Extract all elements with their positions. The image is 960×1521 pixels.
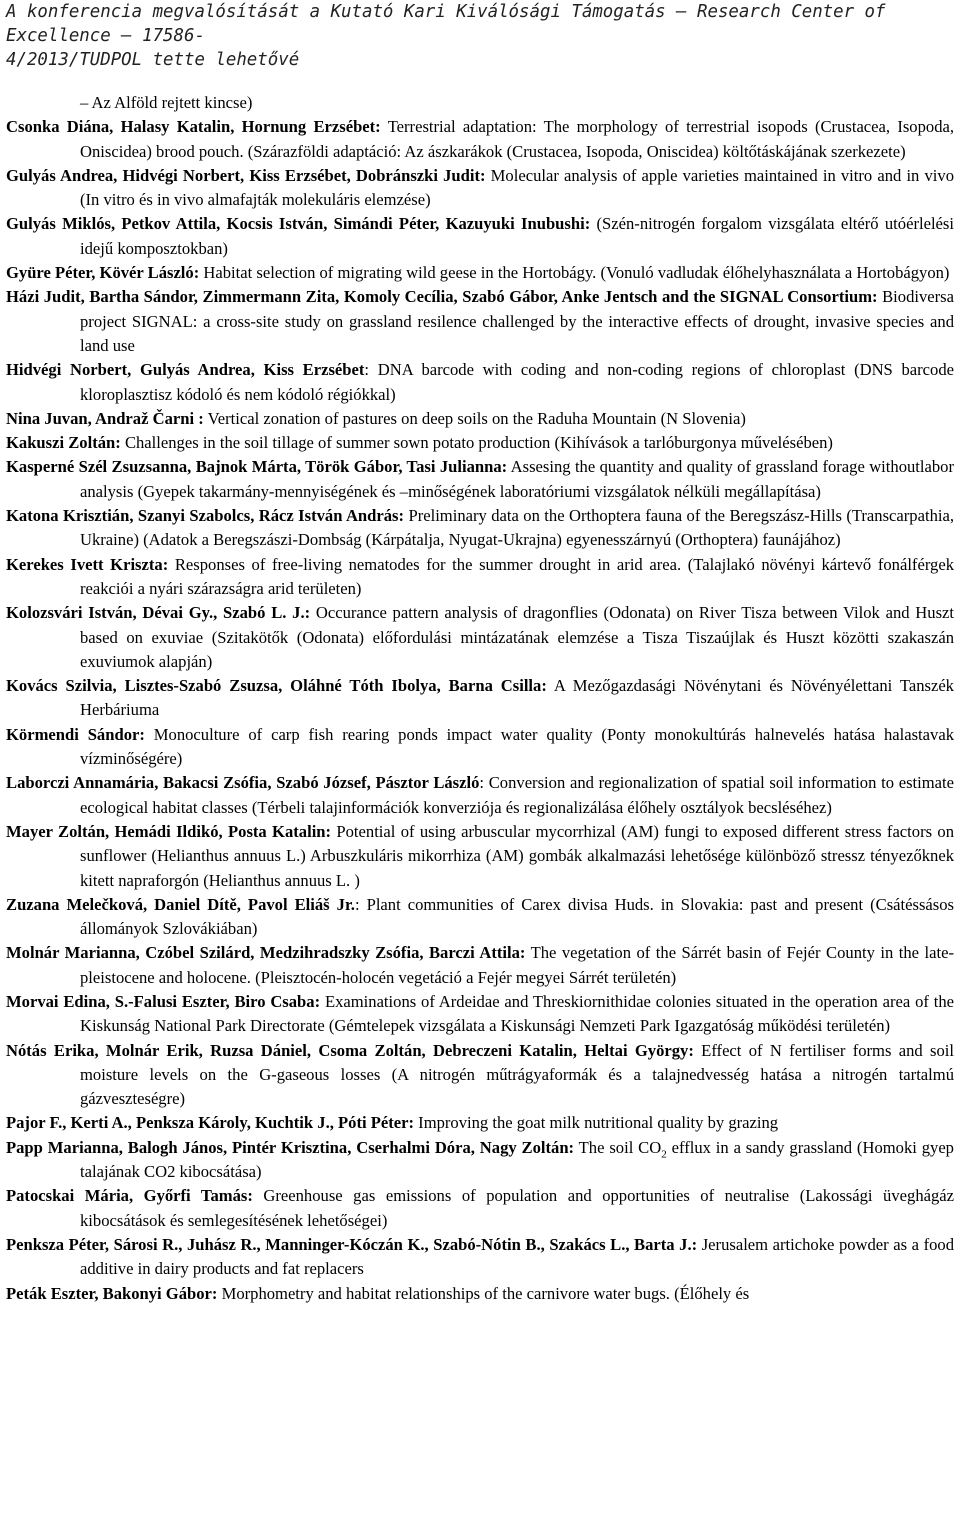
list-item: [6, 407, 954, 431]
entry-title: : Plant communities of Carex divisa Huds. in Slovakia: past and present (Csátéssásos állományok Szlovákiában): [80, 894, 954, 939]
entry-authors: Nina Juvan, Andraž Čarni :: [6, 408, 204, 428]
entry-title: Preliminary data on the Orthoptera fauna of the Beregszász-Hills (Transcarpathia, Ukraine) (Adatok a Beregszászi-Dombság (Kárpátalja, Nyugat-Ukrajna) egyenesszárnyú (Orthoptera) faunájához): [80, 506, 954, 550]
entry-title: Improving the goat milk nutritional quality by grazing: [414, 1113, 779, 1133]
entry-authors: Kolozsvári István, Dévai Gy., Szabó L. J.:: [6, 603, 311, 623]
entry-authors: Csonka Diána, Halasy Katalin, Hornung Erzsébet:: [6, 117, 381, 137]
entry-title: Assesing the quantity and quality of grassland forage withoutlabor analysis (Gyepek takarmány-mennyiségének és –minőségének laboratóriumi vizsgálatok nélküli megállapítása): [80, 457, 954, 501]
entry-title: Jerusalem artichoke powder as a food additive in dairy products and fat replacers: [80, 1234, 955, 1279]
entry-authors: Papp Marianna, Balogh János, Pintér Krisztina, Cserhalmi Dóra, Nagy Zoltán:: [6, 1137, 575, 1157]
entry-authors: Körmendi Sándor:: [6, 724, 145, 744]
entry-authors: Kovács Szilvia, Lisztes-Szabó Zsuzsa, Oláhné Tóth Ibolya, Barna Csilla:: [6, 676, 547, 696]
list-item: [6, 358, 954, 407]
entry-authors: Penksza Péter, Sárosi R., Juhász R., Manninger-Kóczán K., Szabó-Nótin B., Szakács L., Barta J.:: [6, 1234, 698, 1254]
entry-authors: Gyüre Péter, Kövér László:: [6, 263, 200, 283]
entry-title: Effect of N fertiliser forms and soil moisture levels on the G-gaseous losses (A nitrogén műtrágyaformák és a talajnedvesség hatása a nitrogén tartalmú gázveszteségre): [80, 1040, 954, 1109]
entry-title: The soil CO: [574, 1137, 662, 1157]
entry-authors: Peták Eszter, Bakonyi Gábor:: [6, 1283, 218, 1303]
abstract-list: [6, 91, 954, 1306]
continuation-line: – Az Alföld rejtett kincse): [80, 93, 253, 112]
list-item: [6, 455, 954, 504]
entry-authors: Gulyás Miklós, Petkov Attila, Kocsis István, Simándi Péter, Kazuyuki Inubushi:: [6, 214, 591, 234]
entry-authors: Kakuszi Zoltán:: [6, 433, 121, 453]
list-item: [6, 1184, 954, 1233]
list-item: [6, 990, 954, 1039]
list-item: [6, 1282, 954, 1306]
list-item: [6, 261, 954, 285]
entry-authors: Hidvégi Norbert, Gulyás Andrea, Kiss Erzsébet: [6, 360, 365, 380]
list-item: [6, 431, 954, 455]
entry-authors: Mayer Zoltán, Hemádi Ildikó, Posta Katalin:: [6, 821, 332, 841]
entry-title: : Conversion and regionalization of spatial soil information to estimate ecological habitat classes (Térbeli talajinformációk konverziója és regionalizálása élőhely osztályok becsléséhez): [80, 773, 954, 817]
entry-title: Terrestrial adaptation: The morphology of terrestrial isopods (Crustacea, Isopoda, Oniscidea) brood pouch. (Szárazföldi adaptáció: Az ászkarákok (Crustacea, Isopoda, Oniscidea) költőtáskájának szerkezete): [80, 117, 955, 161]
entry-title: Greenhouse gas emissions of population and opportunities of neutralise (Lakossági üveghágáz kibocsátások és semlegesítésének lehetőségei): [80, 1186, 955, 1230]
list-item: [6, 1039, 954, 1112]
list-item: [6, 601, 954, 674]
entry-title: Vertical zonation of pastures on deep soils on the Raduha Mountain (N Slovenia): [203, 408, 746, 428]
list-item: [6, 1111, 954, 1135]
entry-authors: Nótás Erika, Molnár Erik, Ruzsa Dániel, Csoma Zoltán, Debreczeni Katalin, Heltai György:: [6, 1040, 694, 1060]
entry-title: Challenges in the soil tillage of summer sown potato production (Kihívások a tarlóburgonya művelésében): [120, 433, 833, 453]
entry-title: A Mezőgazdasági Növénytani és Növényélettani Tanszék Herbáriuma: [80, 676, 954, 720]
entry-authors: Molnár Marianna, Czóbel Szilárd, Medzihradszky Zsófia, Barczi Attila:: [6, 943, 526, 963]
entry-authors: Zuzana Melečková, Daniel Dítě, Pavol Eliáš Jr.: [6, 894, 355, 914]
list-item: [6, 553, 954, 602]
entry-authors: Kasperné Szél Zsuzsanna, Bajnok Márta, Török Gábor, Tasi Julianna:: [6, 457, 508, 477]
list-item: [6, 285, 954, 358]
entry-authors: Laborczi Annamária, Bakacsi Zsófia, Szabó József, Pásztor László: [6, 773, 480, 793]
list-item: [6, 893, 954, 942]
list-item: [6, 674, 954, 723]
list-item: [6, 1136, 954, 1185]
entry-authors: Katona Krisztián, Szanyi Szabolcs, Rácz István András:: [6, 506, 405, 526]
entry-title: Examinations of Ardeidae and Threskiornithidae colonies situated in the operation area of the Kiskunság National Park Directorate (Gémtelepek vizsgálata a Kiskunsági Nemzeti Park Igazgatóság működési területén): [80, 991, 954, 1036]
entry-title: The vegetation of the Sárrét basin of Fejér County in the late-pleistocene and holocene. (Pleisztocén-holocén vegetáció a Fejér megyei Sárrét területén): [80, 943, 955, 987]
entry-authors: Kerekes Ivett Kriszta:: [6, 554, 169, 574]
header-line-1: A konferencia megvalósítását a Kutató Kari Kiválósági Támogatás – Research Center of Excellence – 17586-: [6, 2, 886, 46]
entry-title: Habitat selection of migrating wild geese in the Hortobágy. (Vonuló vadludak élőhelyhasználata a Hortobágyon): [199, 263, 950, 283]
entry-authors: Pajor F., Kerti A., Penksza Károly, Kuchtik J., Póti Péter:: [6, 1113, 415, 1133]
entry-title: Molecular analysis of apple varieties maintained in vitro and in vivo (In vitro és in vivo almafajták molekuláris elemzése): [80, 165, 954, 210]
list-item: [6, 771, 954, 820]
list-item: [6, 115, 954, 164]
entry-title: Occurance pattern analysis of dragonflies (Odonata) on River Tisza between Vilok and Huszt based on exuviae (Szitakötők (Odonata) előfordulási mintázatának elemzése a Tisza Tiszaújlak és Huszt közötti szakaszán exuviumok alapján): [80, 603, 955, 671]
page-header: [6, 0, 954, 72]
entry-title: Monoculture of carp fish rearing ponds impact water quality (Ponty monokultúrás halnevelés hatása halastavak vízminőségére): [80, 724, 954, 769]
list-item: [6, 941, 954, 990]
entry-authors: Morvai Edina, S.-Falusi Eszter, Biro Csaba:: [6, 991, 321, 1011]
list-item: [6, 820, 954, 893]
entry-title: Responses of free-living nematodes for the summer drought in arid area. (Talajlakó növényi kártevő fonálférgek reakciói a nyári szárazságra arid területen): [80, 554, 955, 598]
entry-title: (Szén-nitrogén forgalom vizsgálata eltérő utóérlelési idejű komposztokban): [80, 214, 954, 258]
entry-title: Potential of using arbuscular mycorrhizal (AM) fungi to exposed different stress factors on sunflower (Helianthus annuus L.) Arbuszkuláris mikorrhiza (AM) gombák alkalmazási lehetősége különböző stressz tényezőknek kitett napraforgón (Helianthus annuus L. ): [80, 821, 954, 890]
entry-title: : DNA barcode with coding and non-coding regions of chloroplast (DNS barcode kloroplasztisz kódoló és nem kódoló régiókkal): [80, 360, 954, 404]
entry-title-continued: efflux in a sandy grassland (Homoki gyep talajának CO2 kibocsátása): [80, 1137, 954, 1182]
list-item: [6, 1233, 954, 1282]
entry-authors: Házi Judit, Bartha Sándor, Zimmermann Zita, Komoly Cecília, Szabó Gábor, Anke Jentsch and the SIGNAL Consortium:: [6, 287, 878, 307]
list-item: [6, 164, 954, 213]
list-item: [6, 504, 954, 553]
header-line-2: 4/2013/TUDPOL tette lehetővé: [6, 50, 300, 70]
entry-authors: Patocskai Mária, Győrfi Tamás:: [6, 1186, 253, 1206]
list-item: [6, 212, 954, 261]
subscript-2: 2: [661, 1148, 667, 1161]
list-item: [6, 723, 954, 772]
entry-title: Biodiversa project SIGNAL: a cross-site study on grassland resilence challenged by the interactive effects of drought, invasive species and land use: [80, 287, 954, 355]
entry-authors: Gulyás Andrea, Hidvégi Norbert, Kiss Erzsébet, Dobránszki Judit:: [6, 165, 486, 185]
entry-title: Morphometry and habitat relationships of the carnivore water bugs. (Élőhely és: [217, 1283, 750, 1303]
